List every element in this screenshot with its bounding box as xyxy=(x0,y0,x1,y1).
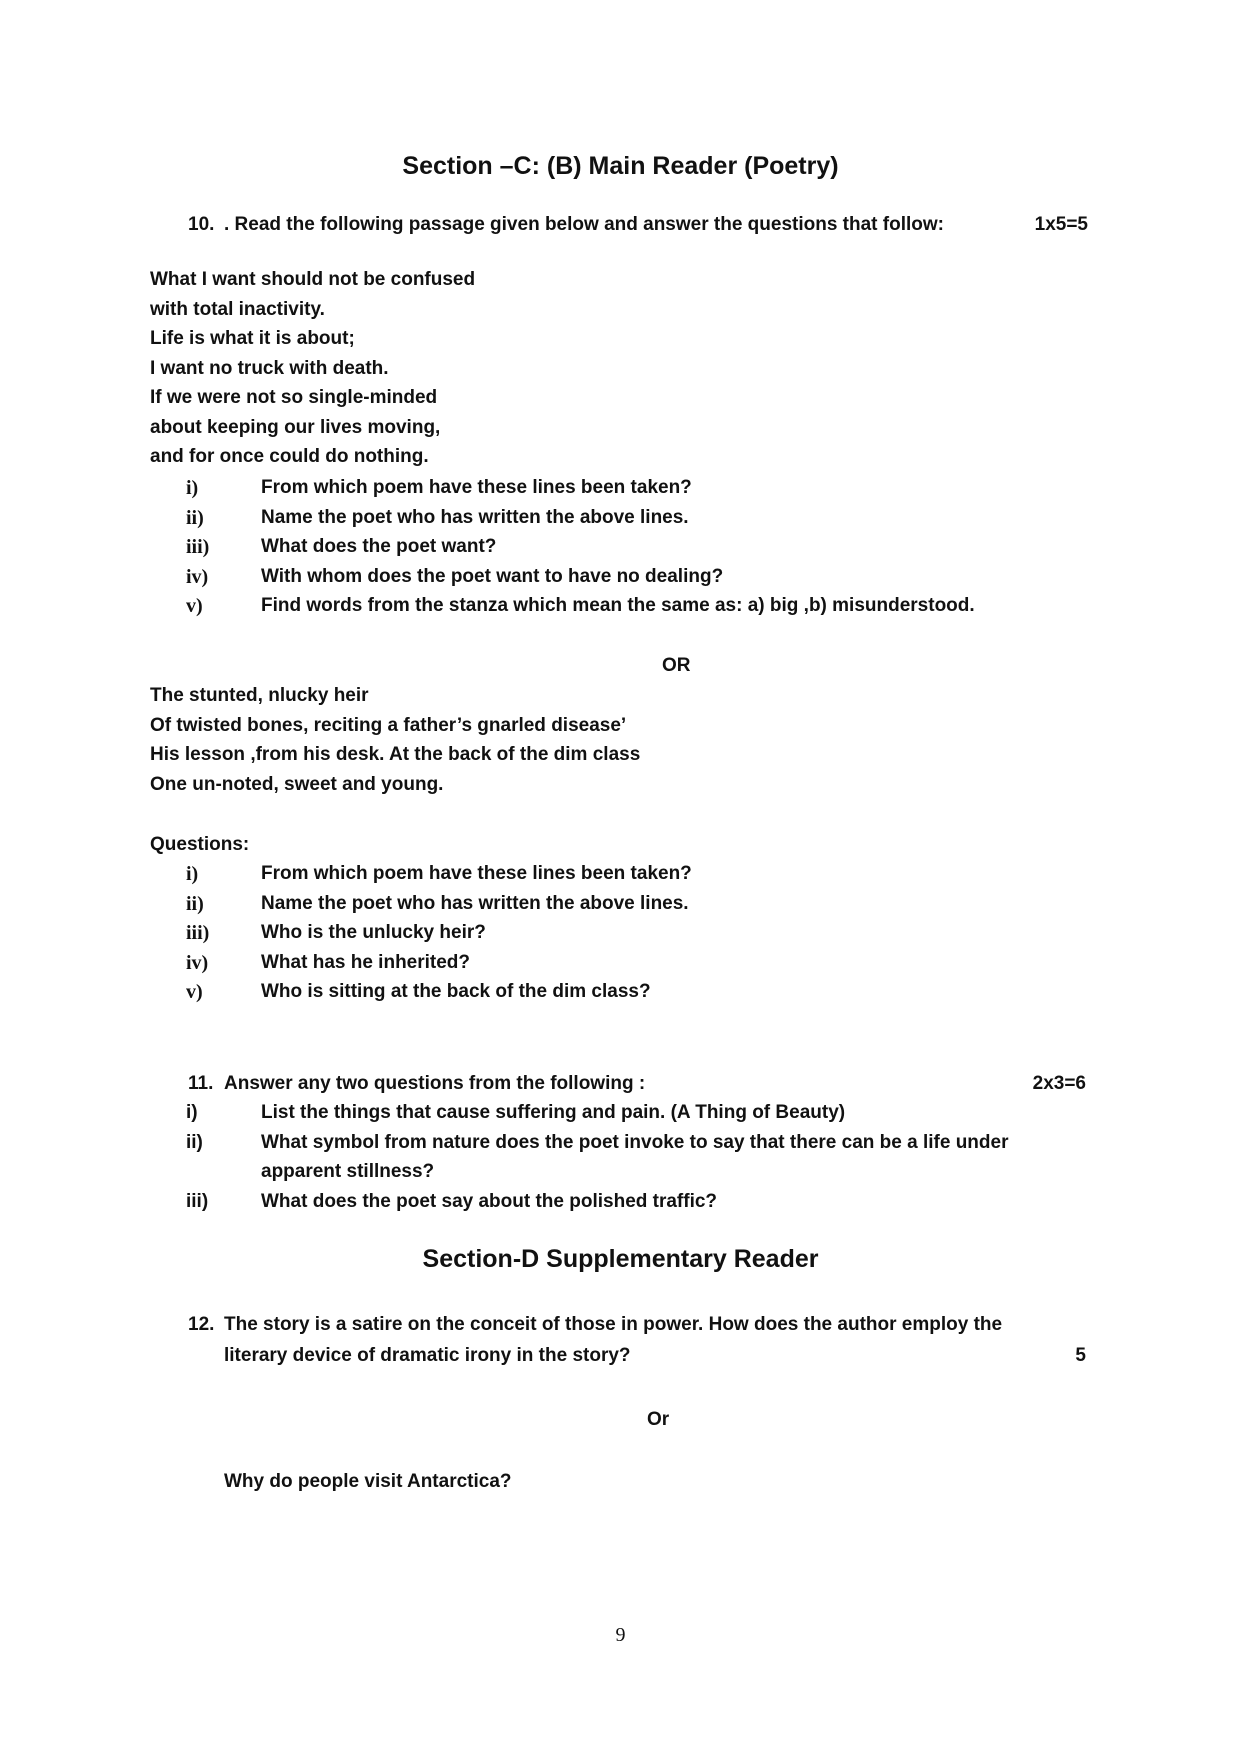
page-number: 9 xyxy=(615,1624,626,1646)
question-numeral: iii) xyxy=(186,922,210,944)
q12-line-1: The story is a satire on the conceit of those in power. How does the author employ the xyxy=(224,1314,1003,1335)
stanza-line: His lesson ,from his desk. At the back of the dim class xyxy=(150,744,641,765)
question-text: Who is the unlucky heir? xyxy=(261,922,486,943)
question-text: From which poem have these lines been taken? xyxy=(261,863,692,884)
stanza-line: with total inactivity. xyxy=(150,298,325,320)
stanza-line: The stunted, nlucky heir xyxy=(150,685,369,706)
question-text: What does the poet say about the polished traffic? xyxy=(261,1190,718,1212)
q11-instruction: Answer any two questions from the following : xyxy=(224,1073,646,1094)
stanza-line: and for once could do nothing. xyxy=(150,446,429,467)
question-numeral: v) xyxy=(186,981,203,1003)
question-text: What has he inherited? xyxy=(261,951,471,973)
or-divider: OR xyxy=(662,655,691,676)
question-numeral: iii) xyxy=(186,1190,209,1212)
question-text: With whom does the poet want to have no dealing? xyxy=(261,565,724,587)
stanza-line: I want no truck with death. xyxy=(150,357,389,379)
stanza-line: One un-noted, sweet and young. xyxy=(150,773,444,795)
question-text: What symbol from nature does the poet invoke to say that there can be a life under xyxy=(261,1131,1009,1153)
section-d-heading: Section-D Supplementary Reader xyxy=(422,1245,819,1273)
q10-instruction: . Read the following passage given below and answer the questions that follow: xyxy=(224,214,944,235)
question-numeral: ii) xyxy=(186,892,204,915)
question-numeral: ii) xyxy=(186,506,204,529)
question-numeral: ii) xyxy=(186,1131,203,1153)
q12-number: 12. xyxy=(188,1314,215,1335)
q12-line-2: literary device of dramatic irony in the story? xyxy=(224,1345,631,1366)
question-text: List the things that cause suffering and pain. (A Thing of Beauty) xyxy=(261,1102,846,1123)
question-text: Who is sitting at the back of the dim class? xyxy=(261,981,651,1002)
question-numeral: i) xyxy=(186,477,199,499)
section-c-heading: Section –C: (B) Main Reader (Poetry) xyxy=(402,152,839,180)
questions-label: Questions: xyxy=(150,834,250,855)
question-text: apparent stillness? xyxy=(261,1161,435,1182)
question-numeral: iv) xyxy=(186,565,209,588)
q11-marks: 2x3=6 xyxy=(1032,1073,1086,1094)
question-text: Name the poet who has written the above lines. xyxy=(261,892,689,914)
question-numeral: v) xyxy=(186,595,203,617)
q10-marks: 1x5=5 xyxy=(1034,214,1088,235)
question-numeral: i) xyxy=(186,1102,198,1123)
stanza-line: Of twisted bones, reciting a father’s gnarled disease’ xyxy=(150,714,627,736)
q11-number: 11. xyxy=(188,1073,214,1094)
question-numeral: i) xyxy=(186,863,199,885)
question-numeral: iii) xyxy=(186,536,210,558)
question-text: What does the poet want? xyxy=(261,536,497,557)
q12-marks: 5 xyxy=(1075,1345,1086,1366)
q10-number: 10. xyxy=(188,214,215,235)
question-text: Find words from the stanza which mean the same as: a) big ,b) misunderstood. xyxy=(261,595,975,616)
question-numeral: iv) xyxy=(186,951,209,974)
stanza-line: If we were not so single-minded xyxy=(150,387,438,408)
stanza-line: Life is what it is about; xyxy=(150,328,355,349)
stanza-line: What I want should not be confused xyxy=(150,269,476,290)
or-divider-2: Or xyxy=(647,1409,670,1430)
question-text: Name the poet who has written the above lines. xyxy=(261,506,689,528)
stanza-line: about keeping our lives moving, xyxy=(150,416,441,438)
question-text: From which poem have these lines been taken? xyxy=(261,477,692,498)
q12-alternative: Why do people visit Antarctica? xyxy=(224,1471,512,1492)
